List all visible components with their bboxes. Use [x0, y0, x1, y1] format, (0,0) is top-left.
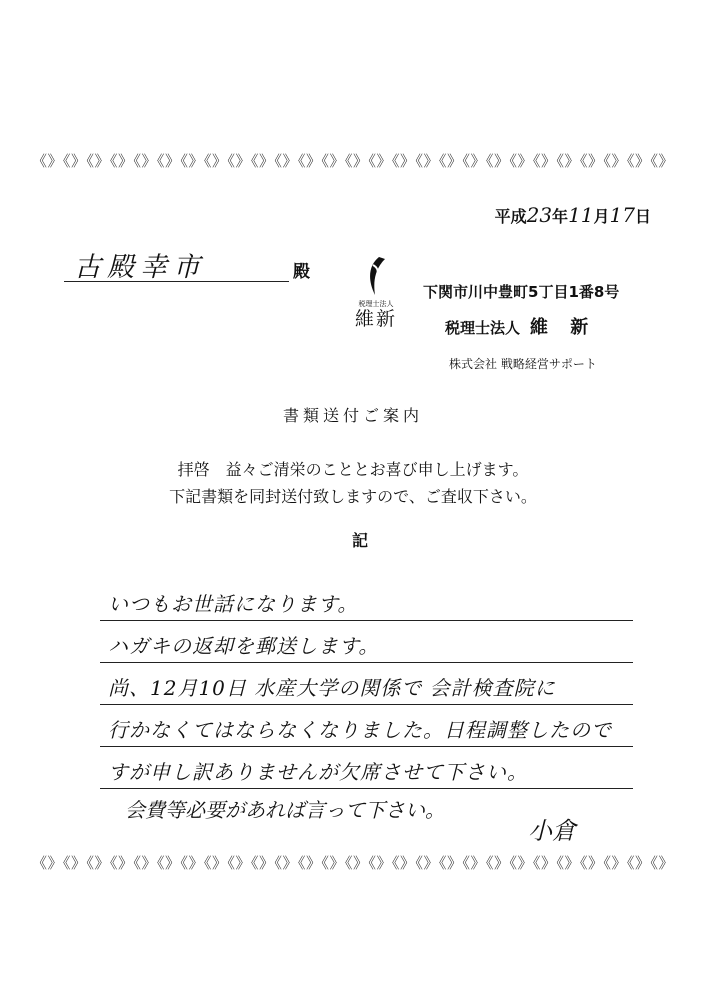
date-day: 17 — [609, 203, 635, 227]
date-month: 11 — [568, 203, 594, 227]
handwritten-row — [100, 586, 633, 621]
firm-emblem-icon — [361, 255, 391, 297]
handwritten-row — [100, 754, 633, 789]
recipient-line — [64, 245, 289, 282]
greeting-line-1: 拝啓 益々ご清栄のこととお喜び申し上げます。 — [177, 460, 529, 479]
firm-name: 維 新 — [530, 317, 597, 338]
handwritten-line-5: すが申し訳ありませんが欠席させて下さい。 — [108, 760, 528, 784]
recipient-name: 古殿幸市 — [74, 252, 206, 283]
handwritten-line-6: 会費等必要があれば言って下さい。 — [125, 798, 445, 822]
sender-company: 株式会社 戦略経営サポート — [449, 357, 597, 371]
handwritten-line-2: ハガキの返却を郵送します。 — [108, 634, 380, 658]
sender-address: 下関市川中豊町5丁目1番8号 — [423, 283, 620, 301]
ki-heading: 記 — [352, 531, 369, 550]
firm-logo — [345, 255, 407, 345]
date-year: 23 — [526, 203, 553, 227]
logo-caption: 税理士法人 — [358, 300, 394, 308]
logo-name: 維新 — [354, 308, 397, 330]
date-year-unit: 年 — [552, 207, 569, 226]
date-month-unit: 月 — [593, 207, 610, 226]
firm-prefix: 税理士法人 — [445, 319, 521, 337]
greeting-line-2: 下記書類を同封送付致しますので、ご査収下さい。 — [169, 487, 537, 506]
border-pattern-bottom: 《》《》《》《》《》《》《》《》《》《》《》《》《》《》《》《》《》《》《》《》《》《》《》《》《》《》《》 — [31, 854, 674, 872]
handwritten-line-4: 行かなくてはならなくなりました。日程調整したので — [108, 718, 612, 742]
recipient-honorific: 殿 — [293, 262, 310, 282]
letter-greeting — [0, 456, 706, 510]
handwritten-line-3: 尚、12月10日 水産大学の関係で 会計検査院に — [108, 676, 556, 700]
handwritten-line-1: いつもお世話になります。 — [108, 592, 359, 616]
handwritten-row — [100, 628, 633, 663]
date-day-unit: 日 — [634, 207, 651, 226]
handwritten-signature: 小倉 — [528, 817, 576, 845]
sender-firm — [445, 313, 596, 339]
letter-date — [495, 203, 651, 227]
handwritten-row — [100, 670, 633, 705]
border-pattern-top: 《》《》《》《》《》《》《》《》《》《》《》《》《》《》《》《》《》《》《》《》《》《》《》《》《》《》《》 — [31, 152, 674, 170]
letter-title: 書類送付ご案内 — [282, 406, 423, 425]
date-era: 平成 — [494, 207, 527, 226]
handwritten-row — [100, 712, 633, 747]
